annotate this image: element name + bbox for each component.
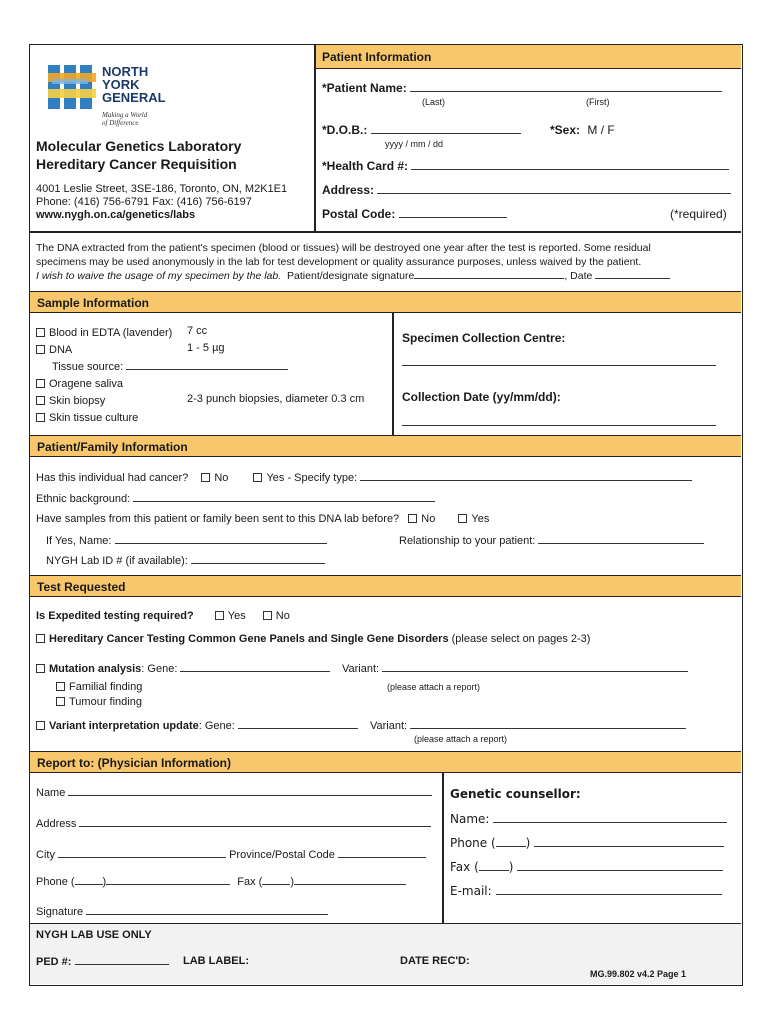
health-card-label: *Health Card #: <box>322 159 409 173</box>
attach-report-note-2: (please attach a report) <box>414 734 508 744</box>
collection-date-field[interactable] <box>402 416 716 426</box>
tumour-checkbox[interactable] <box>56 697 65 706</box>
org-line-2: YORK <box>102 77 140 92</box>
had-cancer-yes-label: Yes - Specify type: <box>266 472 358 484</box>
attach-report-note-1: (please attach a report) <box>387 682 481 692</box>
consent-text <box>36 241 670 283</box>
ethnic-label: Ethnic background: <box>36 493 131 505</box>
lab-id-label: NYGH Lab ID # (if available): <box>46 555 188 567</box>
required-note: (*required) <box>670 207 727 221</box>
physician-address-label: Address <box>36 818 77 830</box>
gc-fax-label: Fax ( <box>450 860 479 874</box>
oragene-checkbox[interactable] <box>36 379 45 388</box>
mutation-row <box>36 662 330 675</box>
patient-name-row <box>322 81 722 95</box>
ped-row <box>36 955 169 968</box>
first-name-hint: (First) <box>586 97 610 107</box>
address-field[interactable] <box>377 184 731 194</box>
physician-city-label: City <box>36 849 55 861</box>
patient-info-heading: Patient Information <box>316 45 741 69</box>
mutation-finding-options <box>56 680 142 710</box>
consent-date-label: , Date <box>564 270 593 282</box>
tumour-label: Tumour finding <box>69 696 142 708</box>
dob-field[interactable] <box>371 124 521 134</box>
interp-variant-label: Variant: <box>370 720 408 732</box>
physician-signature-label: Signature <box>36 906 84 918</box>
lab-contact <box>36 183 287 222</box>
physician-phone-field[interactable] <box>106 875 230 885</box>
blood-amount: 7 cc <box>187 325 208 337</box>
lab-website-link[interactable]: www.nygh.on.ca/genetics/labs <box>36 209 196 221</box>
gc-phone-label: Phone ( <box>450 836 496 850</box>
title-line-2: Hereditary Cancer Requisition <box>36 156 237 172</box>
lab-id-field[interactable] <box>191 554 325 564</box>
expedited-no-checkbox[interactable] <box>263 611 272 620</box>
sample-info-heading: Sample Information <box>30 291 741 313</box>
interp-row <box>36 719 358 732</box>
interp-checkbox[interactable] <box>36 721 45 730</box>
hereditary-panel-note: (please select on pages 2-3) <box>451 633 591 645</box>
date-received-label: DATE REC'D: <box>400 955 470 967</box>
relationship-row <box>399 534 704 547</box>
tagline-line-2: of Difference <box>102 119 139 127</box>
if-yes-name-row <box>46 534 327 547</box>
patient-name-label: *Patient Name: <box>322 81 407 95</box>
skin-biopsy-label: Skin biopsy <box>49 395 106 407</box>
physician-signature-field[interactable] <box>86 905 328 915</box>
health-card-row <box>322 159 729 173</box>
physician-phone-label: Phone ( <box>36 876 75 888</box>
family-info-heading: Patient/Family Information <box>30 435 741 457</box>
samples-sent-label: Have samples from this patient or family been sent to this DNA lab before? <box>36 513 400 525</box>
familial-label: Familial finding <box>69 681 143 693</box>
genetic-counsellor-block: Genetic counsellor: Name: Phone ( ) Fax ( ) E-mail: <box>450 787 727 898</box>
physician-name-field[interactable] <box>68 786 432 796</box>
sample-type-list <box>36 325 288 427</box>
physician-phone-row: Phone ( ) Fax ( ) <box>36 875 406 888</box>
interp-label: Variant interpretation update <box>49 720 199 732</box>
gc-fax-field[interactable] <box>517 861 723 871</box>
physician-fax-area-field[interactable] <box>262 875 290 885</box>
blood-label: Blood in EDTA (lavender) <box>49 327 173 339</box>
tumour-option[interactable] <box>56 695 142 710</box>
physician-signature-row <box>36 905 328 918</box>
interp-variant-row <box>370 719 686 732</box>
test-requested-heading: Test Requested <box>30 575 741 597</box>
physician-fax-label: Fax ( <box>237 876 263 888</box>
samples-sent-yes-label: Yes <box>471 513 490 525</box>
gc-heading: Genetic counsellor: <box>450 787 581 801</box>
oragene-label: Oragene saliva <box>49 378 123 390</box>
dna-amount: 1 - 5 µg <box>187 342 225 354</box>
samples-sent-yes-checkbox[interactable] <box>458 514 467 523</box>
dob-format-hint: yyyy / mm / dd <box>385 139 444 149</box>
collection-centre-label: Specimen Collection Centre: <box>402 331 566 345</box>
postal-code-label: Postal Code: <box>322 207 396 221</box>
header-divider <box>314 45 316 231</box>
consent-line-1: The DNA extracted from the patient's specimen (blood or tissues) will be destroyed one year after the test is reported. Some residual <box>36 242 651 254</box>
address-row <box>322 183 731 197</box>
dob-row <box>322 123 521 137</box>
lab-label: LAB LABEL: <box>183 955 249 967</box>
sex-label: *Sex: <box>550 123 581 137</box>
sample-oragene[interactable] <box>36 376 288 393</box>
report-to-heading: Report to: (Physician Information) <box>30 751 741 773</box>
had-cancer-label: Has this individual had cancer? <box>36 472 189 484</box>
mutation-gene-field[interactable] <box>180 662 330 672</box>
sample-skin-culture[interactable] <box>36 410 288 427</box>
expedited-label: Is Expedited testing required? <box>36 610 194 622</box>
dob-label: *D.O.B.: <box>322 123 368 137</box>
postal-row <box>322 207 507 221</box>
org-tagline <box>102 111 147 127</box>
had-cancer-yes-checkbox[interactable] <box>253 473 262 482</box>
waive-text: I wish to waive the usage of my specimen by the lab. <box>36 270 282 282</box>
lab-use-heading: NYGH LAB USE ONLY <box>36 929 152 941</box>
collection-centre-field[interactable] <box>402 356 716 366</box>
health-card-field[interactable] <box>411 160 729 170</box>
report-divider <box>442 773 444 923</box>
gc-phone-field[interactable] <box>534 837 724 847</box>
ethnic-row <box>36 492 435 505</box>
mutation-variant-row <box>342 662 688 675</box>
if-yes-name-label: If Yes, Name: <box>46 535 112 547</box>
expedited-row <box>36 610 290 622</box>
nygh-logo-icon <box>48 65 96 109</box>
org-line-3: GENERAL <box>102 90 166 105</box>
had-cancer-no-label: No <box>214 472 229 484</box>
mutation-gene-label: : Gene: <box>141 663 178 675</box>
last-name-hint: (Last) <box>422 97 446 107</box>
consent-date-field[interactable] <box>595 269 670 279</box>
gc-name-label: Name: <box>450 812 490 826</box>
gc-phone-area-field[interactable] <box>496 837 526 847</box>
gc-email-label: E-mail: <box>450 884 492 898</box>
blood-checkbox[interactable] <box>36 328 45 337</box>
skin-culture-label: Skin tissue culture <box>49 412 139 424</box>
physician-city-field[interactable] <box>58 848 226 858</box>
skin-biopsy-note: 2-3 punch biopsies, diameter 0.3 cm <box>187 393 365 405</box>
form-id: MG.99.802 v4.2 Page 1 <box>590 969 687 979</box>
samples-sent-no-label: No <box>421 513 436 525</box>
had-cancer-row <box>36 471 692 484</box>
dna-label: DNA <box>49 344 73 356</box>
gc-fax-area-field[interactable] <box>479 861 509 871</box>
physician-address-row <box>36 817 431 830</box>
samples-sent-no-checkbox[interactable] <box>408 514 417 523</box>
collection-date-label: Collection Date (yy/mm/dd): <box>402 390 561 404</box>
mutation-variant-label: Variant: <box>342 663 380 675</box>
mutation-checkbox[interactable] <box>36 664 45 673</box>
interp-gene-field[interactable] <box>238 719 358 729</box>
physician-name-row <box>36 786 432 799</box>
org-line-1: NORTH <box>102 64 149 79</box>
tagline-line-1: Making a World <box>102 111 148 119</box>
lab-address: 4001 Leslie Street, 3SE-186, Toronto, ON, M2K1E1 <box>36 183 288 195</box>
expedited-yes-label: Yes <box>227 610 246 622</box>
lab-phone-fax: Phone: (416) 756-6791 Fax: (416) 756-6197 <box>36 196 252 208</box>
hereditary-panel-row[interactable] <box>36 633 590 645</box>
sample-blood[interactable] <box>36 325 288 342</box>
hereditary-panel-checkbox[interactable] <box>36 634 45 643</box>
physician-province-field[interactable] <box>338 848 426 858</box>
sample-divider <box>392 313 394 435</box>
samples-sent-row <box>36 513 489 525</box>
physician-province-label: Province/Postal Code <box>229 849 335 861</box>
sex-row <box>550 123 615 137</box>
hereditary-panel-label: Hereditary Cancer Testing Common Gene Panels and Single Gene Disorders <box>49 633 449 645</box>
expedited-no-label: No <box>275 610 290 622</box>
familial-option[interactable] <box>56 680 142 695</box>
sex-options[interactable]: M / F <box>587 123 615 137</box>
lab-id-row <box>46 554 325 567</box>
if-yes-name-field[interactable] <box>115 534 327 544</box>
title-line-1: Molecular Genetics Laboratory <box>36 138 242 154</box>
dna-checkbox[interactable] <box>36 345 45 354</box>
sample-dna[interactable] <box>36 342 288 359</box>
interp-gene-label: : Gene: <box>198 720 235 732</box>
patient-signature-label: Patient/designate signature <box>287 270 415 282</box>
patient-name-field[interactable] <box>410 82 722 92</box>
relationship-label: Relationship to your patient: <box>399 535 536 547</box>
physician-address-field[interactable] <box>79 817 431 827</box>
physician-name-label: Name <box>36 787 66 799</box>
gc-email-field[interactable] <box>496 885 722 895</box>
postal-code-field[interactable] <box>399 208 507 218</box>
address-label: Address: <box>322 183 375 197</box>
tissue-source-label: Tissue source: <box>52 361 124 373</box>
physician-fax-field[interactable] <box>294 875 406 885</box>
expedited-yes-checkbox[interactable] <box>215 611 224 620</box>
org-name <box>102 65 166 104</box>
mutation-variant-field[interactable] <box>382 662 688 672</box>
skin-culture-checkbox[interactable] <box>36 413 45 422</box>
familial-checkbox[interactable] <box>56 682 65 691</box>
cancer-type-field[interactable] <box>360 471 692 481</box>
requisition-form <box>29 44 743 986</box>
form-title <box>36 137 241 173</box>
physician-phone-area-field[interactable] <box>75 875 103 885</box>
tissue-source-field[interactable] <box>126 360 288 370</box>
physician-city-row <box>36 848 426 861</box>
had-cancer-no-checkbox[interactable] <box>201 473 210 482</box>
skin-biopsy-checkbox[interactable] <box>36 396 45 405</box>
header-bottom-border <box>30 231 741 233</box>
consent-line-2: specimens may be used anonymously in the lab for test development or quality assurance purposes, unless waived by the patient. <box>36 256 642 268</box>
patient-signature-field[interactable] <box>414 269 564 279</box>
mutation-label: Mutation analysis <box>49 663 142 675</box>
relationship-field[interactable] <box>538 534 704 544</box>
interp-variant-field[interactable] <box>410 719 686 729</box>
ethnic-field[interactable] <box>133 492 435 502</box>
ped-label: PED #: <box>36 956 72 968</box>
gc-name-field[interactable] <box>493 813 727 823</box>
ped-field[interactable] <box>75 955 169 965</box>
